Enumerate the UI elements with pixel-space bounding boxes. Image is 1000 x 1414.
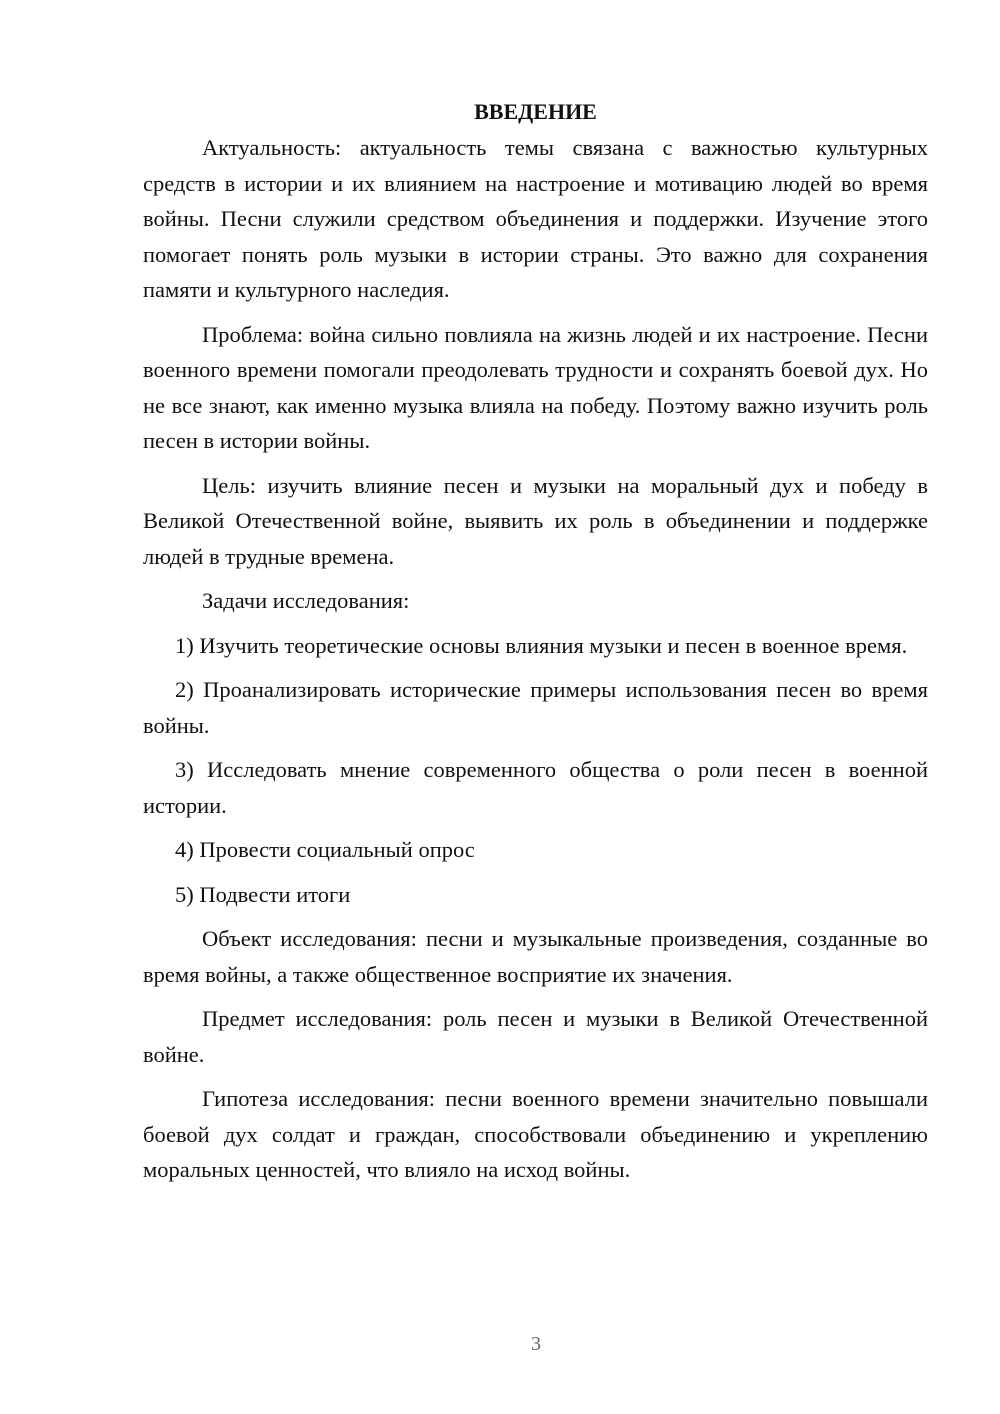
goal-paragraph: Цель: изучить влияние песен и музыки на моральный дух и победу в Великой Отечественной войне, выявить их роль в объединении и поддержке людей в трудные времена. (143, 472, 928, 569)
section-heading: ВВЕДЕНИЕ (474, 99, 597, 124)
subject-paragraph: Предмет исследования: роль песен и музыки в Великой Отечественной войне. (143, 1006, 928, 1067)
page-content (143, 94, 928, 1188)
task-item-2: 2) Проанализировать исторические примеры использования песен во время войны. (143, 677, 928, 738)
hypothesis-paragraph: Гипотеза исследования: песни военного времени значительно повышали боевой дух солдат и граждан, способствовали объединению и укреплению моральных ценностей, что влияло на исход войны. (143, 1086, 928, 1182)
task-item-5: 5) Подвести итоги (175, 881, 351, 907)
page-number: 3 (531, 1333, 541, 1355)
problem-paragraph: Проблема: война сильно повлияла на жизнь людей и их настроение. Песни военного времени помогали преодолевать трудности и сохранять боевой дух. Но не все знают, как именно музыка влияла на победу. Поэтому важно изучить роль песен в истории войны. (143, 321, 928, 453)
task-item-4: 4) Провести социальный опрос (175, 837, 475, 862)
relevance-paragraph: Актуальность: актуальность темы связана с важностью культурных средств в истории и их влиянием на настроение и мотивацию людей во время войны. Песни служили средством объединения и поддержки. Изучение этого помогает понять роль музыки в истории страны. Это важно для сохранения памяти и культурного наследия. (143, 135, 928, 302)
object-paragraph: Объект исследования: песни и музыкальные произведения, созданные во время войны, а также общественное восприятие их значения. (143, 926, 928, 987)
tasks-intro: Задачи исследования: (202, 588, 410, 613)
task-item-3: 3) Исследовать мнение современного общества о роли песен в военной истории. (143, 757, 928, 818)
task-item-1: 1) Изучить теоретические основы влияния музыки и песен в военное время. (175, 632, 908, 658)
